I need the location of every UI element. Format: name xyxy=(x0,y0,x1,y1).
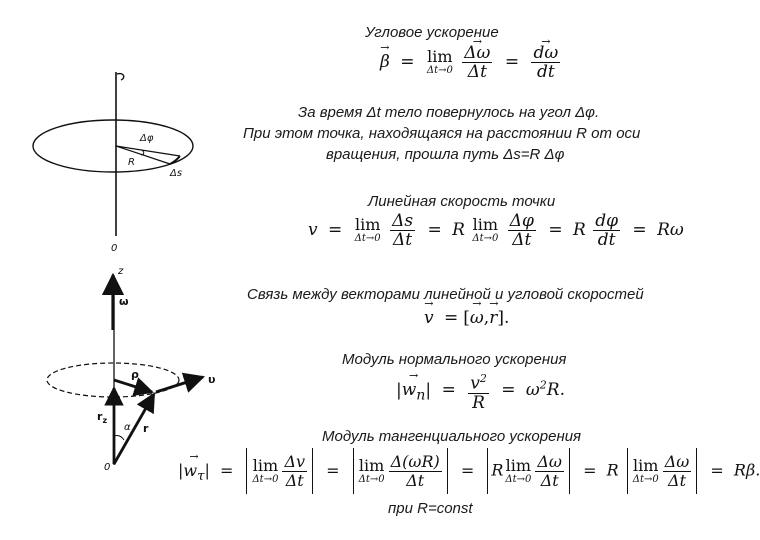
num-v2 xyxy=(468,370,489,394)
frac-domega-dt-3 xyxy=(663,453,692,490)
lim-word-1: lim xyxy=(427,47,453,66)
num-dv: Δv xyxy=(284,451,306,471)
abs-bar-1 xyxy=(246,448,247,494)
rz-main: r xyxy=(97,410,103,423)
lim-word-7: lim xyxy=(633,455,659,475)
rz-sub: z xyxy=(102,416,108,425)
lim-sub-5: Δt→0 xyxy=(358,473,385,485)
den-dt-g: Δt xyxy=(406,470,425,490)
R-symbol-4: R xyxy=(606,460,619,480)
num-v: v xyxy=(470,373,480,394)
lim-sub-2: Δt→0 xyxy=(354,233,381,244)
num-domegaR: Δ(ωR) xyxy=(390,451,440,471)
abs-open-2: | xyxy=(178,460,184,480)
bracket-open: [ xyxy=(463,308,470,328)
lim-4 xyxy=(252,455,279,485)
radius-line-2 xyxy=(116,146,170,164)
lim-sub-6: Δt→0 xyxy=(505,473,532,485)
omega-vec-c: → ω xyxy=(470,308,484,328)
r-vec: → r xyxy=(489,308,497,328)
R-symbol-1: R xyxy=(452,220,465,240)
angular-acc-formula xyxy=(380,44,562,81)
eq-sign-12: = xyxy=(460,460,475,480)
lim-sub-4: Δt→0 xyxy=(252,473,279,485)
omega-result-sup: 2 xyxy=(539,378,547,392)
omega-sq-R xyxy=(526,380,565,400)
abs-bar-4 xyxy=(447,448,448,494)
alpha-label: α xyxy=(124,422,131,433)
eq-sign-10: = xyxy=(219,460,234,480)
eq-sign-2: = xyxy=(504,52,520,72)
num-domega-3: Δω xyxy=(664,451,690,471)
wt-vec xyxy=(183,461,204,484)
normal-acc-heading: Модуль нормального ускорения xyxy=(342,351,567,368)
v-symbol: v xyxy=(308,220,318,240)
rz-label xyxy=(97,410,107,425)
eq-sign-9: = xyxy=(501,380,516,401)
eq-sign-3: = xyxy=(328,220,343,240)
lim-word-5: lim xyxy=(358,455,385,475)
num-d-phi: dφ xyxy=(595,211,619,231)
rho-label: ρ xyxy=(131,368,139,381)
angular-acc-heading: Угловое ускорение xyxy=(365,24,499,41)
r-label: r xyxy=(143,422,149,435)
eq-sign-6: = xyxy=(632,220,647,240)
abs-bar-6 xyxy=(569,448,570,494)
lim-sub-1: Δt→0 xyxy=(426,65,453,76)
frac-ds-dt xyxy=(390,212,415,249)
v-vec: → v xyxy=(424,308,434,328)
num-dphi: Δφ xyxy=(509,211,534,231)
result-r-omega: Rω xyxy=(657,220,684,240)
frac-domegaR-dt xyxy=(389,453,442,490)
abs-close-2: | xyxy=(204,460,210,480)
lim-sub-3: Δt→0 xyxy=(472,233,499,244)
frac-domega-dt xyxy=(462,44,492,81)
lim-5 xyxy=(358,455,385,485)
rotation-direction-arrow xyxy=(117,74,124,80)
lim-1 xyxy=(427,49,453,76)
den-dt-e: dt xyxy=(597,230,616,250)
lim-word-2: lim xyxy=(354,215,381,234)
rotation-diagram xyxy=(33,72,193,254)
lim-word-3: lim xyxy=(472,215,499,234)
abs-bar-3 xyxy=(353,448,354,494)
R-symbol-2: R xyxy=(573,220,586,240)
num-d-omega xyxy=(531,44,560,63)
eq-sign-13: = xyxy=(583,460,597,480)
linear-speed-formula xyxy=(308,212,684,249)
eq-sign-11: = xyxy=(326,460,340,480)
omega-vec-a: → Δω xyxy=(464,44,490,62)
vector-link-formula xyxy=(424,308,509,328)
delta-s-label: Δs xyxy=(170,168,183,179)
abs-close-1: | xyxy=(425,380,432,401)
comma: , xyxy=(483,308,490,328)
tangential-acc-formula xyxy=(178,448,760,494)
radius-label: R xyxy=(128,157,135,168)
lim-word-6: lim xyxy=(505,455,532,475)
lim-word-4: lim xyxy=(252,455,279,475)
num-domega-2: Δω xyxy=(537,451,562,471)
den-dt-d: Δt xyxy=(512,230,532,250)
abs-bar-5 xyxy=(487,448,488,494)
den-R: R xyxy=(472,392,485,413)
abs-bar-2 xyxy=(312,448,313,494)
result-r-beta: Rβ. xyxy=(733,460,760,480)
num-ds: Δs xyxy=(392,211,414,231)
den-dt-h: Δt xyxy=(540,470,559,490)
lim-3 xyxy=(472,217,498,244)
velocity-label: υ xyxy=(208,373,216,386)
lim-7 xyxy=(632,455,659,485)
den-dt-a: Δt xyxy=(467,62,487,82)
eq-sign-7: = xyxy=(444,308,459,328)
radius-line-1 xyxy=(116,146,180,156)
eq-sign-8: = xyxy=(441,380,456,401)
lim-sub-7: Δt→0 xyxy=(632,473,659,485)
abs-bar-7 xyxy=(627,448,628,494)
omega-vec-b: → dω xyxy=(533,44,558,62)
bracket-close: ]. xyxy=(497,308,510,328)
den-dt-c: Δt xyxy=(393,230,413,250)
z-axis-label: z xyxy=(118,266,124,277)
eq-sign-5: = xyxy=(548,220,563,240)
rotation-line-2: При этом точка, находящаяся на расстоянии R от оси xyxy=(243,125,641,142)
abs-open-1: | xyxy=(396,380,402,401)
vector-link-heading: Связь между векторами линейной и угловой скоростей xyxy=(247,286,644,303)
rotation-line-3: вращения, прошла путь Δs=R Δφ xyxy=(326,146,565,163)
omega-result: ω xyxy=(525,380,540,401)
frac-domega-dt-2 xyxy=(535,453,564,490)
wt-w: w xyxy=(183,460,198,480)
wn-sub: n xyxy=(416,387,426,404)
rho-vector xyxy=(114,380,152,392)
R-symbol-3: R xyxy=(491,460,504,480)
num-domega xyxy=(462,44,492,63)
alpha-arc xyxy=(114,436,124,441)
lim-2 xyxy=(355,217,381,244)
den-dt-b: dt xyxy=(537,62,555,82)
delta-phi-label: Δφ xyxy=(140,133,154,144)
eq-sign-14: = xyxy=(710,460,724,480)
wn-vec xyxy=(402,380,426,403)
beta-vector xyxy=(380,52,390,72)
origin-label-bottom: 0 xyxy=(104,462,111,473)
condition-text: при R=const xyxy=(388,500,473,517)
eq-sign-4: = xyxy=(427,220,442,240)
linear-speed-heading: Линейная скорость точки xyxy=(368,193,556,210)
num-v-sup: 2 xyxy=(479,372,487,385)
frac-dphi-dt xyxy=(508,212,536,249)
frac-v2-R xyxy=(468,370,489,412)
R-result: R. xyxy=(546,380,565,401)
omega-label: ω xyxy=(119,295,129,308)
normal-acc-formula xyxy=(396,370,565,412)
tangential-acc-heading: Модуль тангенциального ускорения xyxy=(322,428,582,445)
origin-label-top: 0 xyxy=(111,243,118,254)
vector-diagram xyxy=(47,266,215,473)
abs-bar-8 xyxy=(696,448,697,494)
wt-sub: τ xyxy=(197,468,205,484)
lim-6 xyxy=(505,455,532,485)
wn-w: w xyxy=(401,380,417,401)
den-dt-f: Δt xyxy=(285,470,304,490)
frac-dphi-dt-deriv xyxy=(593,212,620,249)
frac-dv-dt xyxy=(282,453,307,490)
beta-symbol: β xyxy=(380,52,390,72)
frac-domega-dt-deriv xyxy=(531,44,560,81)
den-dt-i: Δt xyxy=(668,470,686,490)
rotation-line-1: За время Δt тело повернулось на угол Δφ. xyxy=(298,104,600,121)
eq-sign-1: = xyxy=(400,52,415,72)
